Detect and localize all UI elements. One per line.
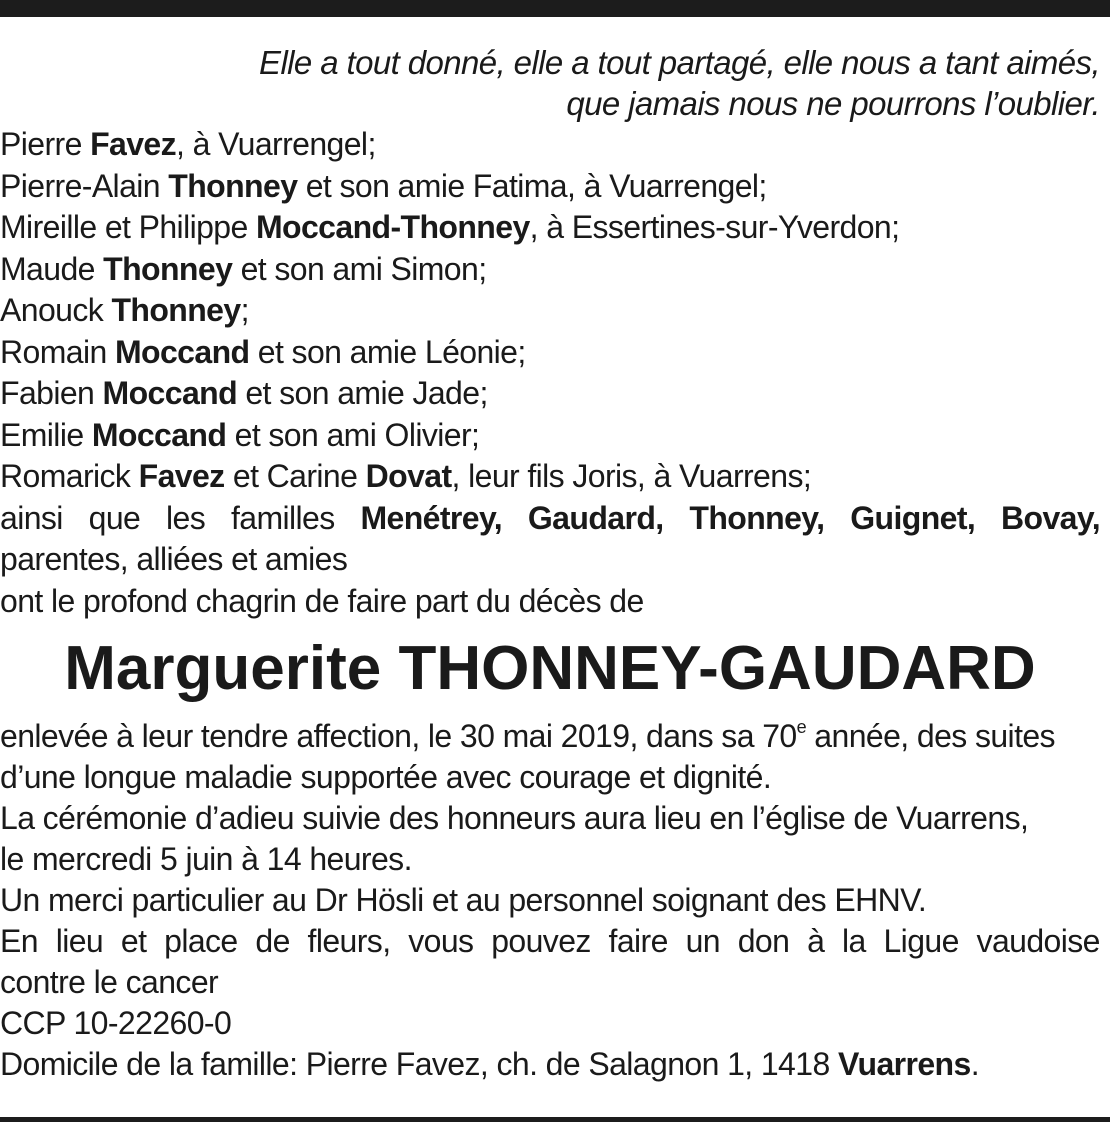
family-name: Menétrey, bbox=[360, 499, 503, 536]
mourner-line: Anouck Thonney; bbox=[0, 292, 249, 328]
surname: Moccand bbox=[114, 333, 250, 370]
mourners-list bbox=[0, 124, 1100, 622]
top-rule bbox=[0, 0, 1110, 17]
obituary-notice bbox=[0, 42, 1100, 1085]
mourner-line: Romain Moccand et son amie Léonie; bbox=[0, 333, 526, 370]
families-line: ainsi que les familles Menétrey, Gaudard, Thonney, Guignet, Bovay, bbox=[0, 498, 1100, 540]
surname: Moccand-Thonney bbox=[255, 209, 530, 245]
epigraph bbox=[0, 42, 1100, 124]
family-name: Guignet, bbox=[850, 499, 976, 536]
epigraph-line: Elle a tout donné, elle a tout partagé, elle nous a tant aimés, bbox=[259, 44, 1100, 81]
surname: Favez bbox=[90, 126, 177, 162]
deceased-name: Marguerite THONNEY-GAUDARD bbox=[64, 634, 1036, 703]
epigraph-line: que jamais nous ne pourrons l’oublier. bbox=[566, 85, 1100, 122]
mourner-line: Emilie Moccand et son ami Olivier; bbox=[0, 416, 480, 453]
town-name: Vuarrens bbox=[837, 1046, 971, 1082]
donation-line: contre le cancer bbox=[0, 964, 219, 1000]
mourner-line: Romarick Favez et Carine Dovat, leur fils Joris, à Vuarrens; bbox=[0, 458, 812, 494]
surname: Thonney bbox=[168, 167, 298, 204]
mourner-line: Pierre-Alain Thonney et son amie Fatima, à Vuarrengel; bbox=[0, 167, 767, 204]
surname: Moccand bbox=[102, 375, 238, 411]
surname: Dovat bbox=[365, 458, 452, 494]
family-name: Bovay, bbox=[1001, 499, 1100, 536]
mourner-line: Maude Thonney et son ami Simon; bbox=[0, 250, 487, 287]
family-name: Gaudard, bbox=[527, 499, 664, 536]
obituary-body bbox=[0, 716, 1100, 1085]
family-address: Domicile de la famille: Pierre Favez, ch. de Salagnon 1, 1418 Vuarrens. bbox=[0, 1046, 979, 1082]
announcement-line: ont le profond chagrin de faire part du décès de bbox=[0, 582, 644, 619]
surname: Thonney bbox=[111, 292, 241, 328]
body-line: enlevée à leur tendre affection, le 30 mai 2019, dans sa 70e année, des suites bbox=[0, 717, 1055, 754]
surname: Thonney bbox=[103, 250, 233, 287]
mourner-line: Pierre Favez, à Vuarrengel; bbox=[0, 126, 376, 162]
surname: Favez bbox=[138, 458, 225, 494]
ceremony-line: La cérémonie d’adieu suivie des honneurs aura lieu en l’église de Vuarrens, bbox=[0, 800, 1029, 836]
donation-line: En lieu et place de fleurs, vous pouvez faire un don à la Ligue vaudoise bbox=[0, 923, 1100, 959]
mourner-line: Fabien Moccand et son amie Jade; bbox=[0, 375, 488, 411]
ccp-number: CCP 10-22260-0 bbox=[0, 1005, 232, 1041]
family-name: Thonney, bbox=[689, 499, 825, 536]
relatives-line: parentes, alliées et amies bbox=[0, 541, 348, 577]
ceremony-date: le mercredi 5 juin à 14 heures. bbox=[0, 841, 412, 877]
mourner-line: Mireille et Philippe Moccand-Thonney, à Essertines-sur-Yverdon; bbox=[0, 209, 900, 245]
body-line: d’une longue maladie supportée avec courage et dignité. bbox=[0, 759, 772, 795]
bottom-rule bbox=[0, 1117, 1110, 1122]
thanks-line: Un merci particulier au Dr Hösli et au personnel soignant des EHNV. bbox=[0, 882, 927, 918]
surname: Moccand bbox=[91, 416, 227, 453]
